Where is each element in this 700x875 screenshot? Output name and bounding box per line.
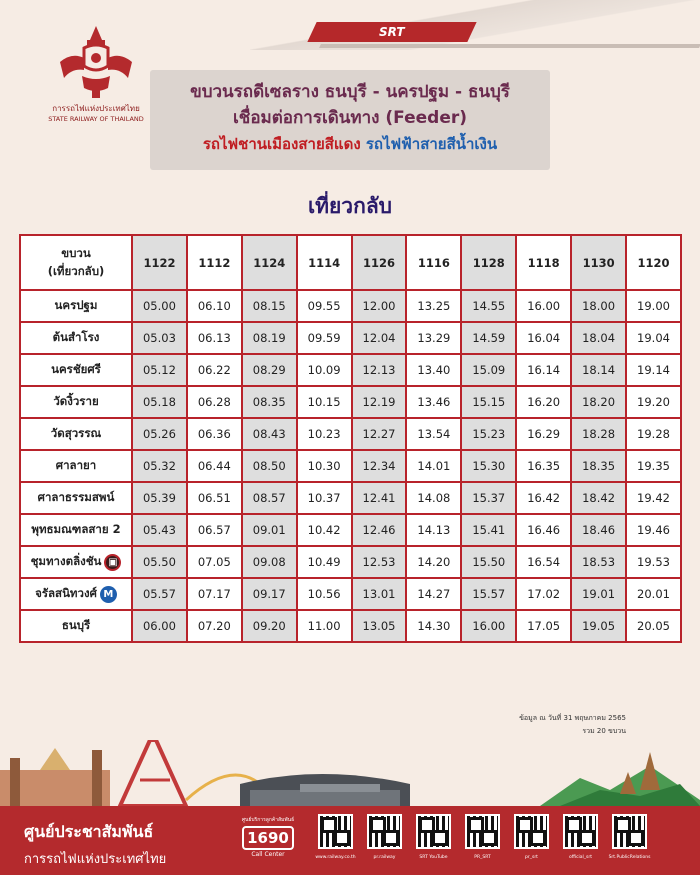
station-name-wrap — [24, 553, 128, 571]
time-cell: 14.01 — [406, 450, 461, 482]
time-cell: 16.04 — [516, 322, 571, 354]
time-cell: 08.43 — [242, 418, 297, 450]
station-name-wrap — [24, 521, 128, 539]
call-center-label: Call Center — [251, 851, 285, 858]
time-cell: 08.15 — [242, 290, 297, 322]
station-name-cell — [20, 610, 132, 642]
time-cell: 14.08 — [406, 482, 461, 514]
time-cell: 06.57 — [187, 514, 242, 546]
qr-code-item[interactable] — [608, 814, 651, 860]
time-cell: 06.28 — [187, 386, 242, 418]
time-cell: 16.46 — [516, 514, 571, 546]
time-cell: 15.09 — [461, 354, 516, 386]
time-cell: 13.29 — [406, 322, 461, 354]
qr-code-icon — [465, 814, 500, 849]
time-cell: 18.14 — [571, 354, 626, 386]
time-cell: 14.20 — [406, 546, 461, 578]
station-name-wrap — [24, 425, 128, 443]
time-cell: 12.46 — [352, 514, 407, 546]
time-cell: 10.30 — [297, 450, 352, 482]
time-cell: 12.13 — [352, 354, 407, 386]
time-cell: 17.02 — [516, 578, 571, 610]
time-cell: 05.39 — [132, 482, 187, 514]
time-cell: 08.19 — [242, 322, 297, 354]
qr-code-icon — [416, 814, 451, 849]
title-line-1: ขบวนรถดีเซลราง ธนบุรี - นครปฐม - ธนบุรี — [190, 82, 510, 102]
time-cell: 16.00 — [461, 610, 516, 642]
time-cell: 08.29 — [242, 354, 297, 386]
footer-org-name: การรถไฟแห่งประเทศไทย — [24, 852, 167, 867]
time-cell: 18.20 — [571, 386, 626, 418]
time-cell: 19.05 — [571, 610, 626, 642]
time-cell: 19.46 — [626, 514, 681, 546]
train-header-label-1: ขบวน — [61, 245, 91, 260]
station-name: จรัลสนิทวงศ์ — [35, 586, 97, 600]
train-number: 1118 — [516, 235, 571, 290]
time-cell: 07.17 — [187, 578, 242, 610]
time-cell: 13.01 — [352, 578, 407, 610]
qr-code-icon — [612, 814, 647, 849]
time-cell: 13.46 — [406, 386, 461, 418]
station-name-cell — [20, 322, 132, 354]
time-cell: 12.53 — [352, 546, 407, 578]
red-line-label: รถไฟชานเมืองสายสีแดง — [202, 135, 361, 153]
time-cell: 20.05 — [626, 610, 681, 642]
station-name-cell — [20, 450, 132, 482]
train-number: 1112 — [187, 235, 242, 290]
time-cell: 16.00 — [516, 290, 571, 322]
time-cell: 19.20 — [626, 386, 681, 418]
qr-code-icon — [514, 814, 549, 849]
time-cell: 18.04 — [571, 322, 626, 354]
qr-code-item[interactable] — [367, 814, 402, 860]
time-cell: 14.13 — [406, 514, 461, 546]
time-cell: 16.20 — [516, 386, 571, 418]
station-name: ศาลายา — [55, 458, 97, 472]
qr-code-icon — [563, 814, 598, 849]
time-cell: 16.29 — [516, 418, 571, 450]
time-cell: 10.42 — [297, 514, 352, 546]
station-name-cell — [20, 418, 132, 450]
org-name-en: STATE RAILWAY OF THAILAND — [48, 115, 144, 123]
station-name-wrap — [24, 489, 128, 507]
table-row — [20, 578, 681, 610]
qr-code-item[interactable] — [563, 814, 598, 860]
table-row — [20, 482, 681, 514]
org-name-th: การรถไฟแห่งประเทศไทย — [52, 104, 140, 113]
time-cell: 07.20 — [187, 610, 242, 642]
train-number: 1130 — [571, 235, 626, 290]
time-cell: 16.54 — [516, 546, 571, 578]
qr-code-item[interactable] — [315, 814, 356, 860]
srt-tag-text: SRT — [379, 25, 405, 39]
footer-center-title: ศูนย์ประชาสัมพันธ์ — [24, 822, 154, 841]
srt-logo — [42, 22, 150, 123]
time-cell: 06.44 — [187, 450, 242, 482]
red-line-train-icon: ▣ — [104, 554, 121, 571]
qr-code-row — [315, 814, 651, 860]
call-center-caption: ศูนย์บริการลูกค้าสัมพันธ์ — [241, 817, 295, 823]
time-cell: 05.43 — [132, 514, 187, 546]
call-center-number: 1690 — [242, 826, 294, 850]
table-row — [20, 450, 681, 482]
time-cell: 05.12 — [132, 354, 187, 386]
time-cell: 09.08 — [242, 546, 297, 578]
time-cell: 08.50 — [242, 450, 297, 482]
time-cell: 13.40 — [406, 354, 461, 386]
qr-code-label: PR_SRT — [474, 855, 491, 860]
time-cell: 09.59 — [297, 322, 352, 354]
time-cell: 14.55 — [461, 290, 516, 322]
time-cell: 18.35 — [571, 450, 626, 482]
time-cell: 19.28 — [626, 418, 681, 450]
station-name: ศาลาธรรมสพน์ — [37, 490, 115, 504]
time-cell: 18.28 — [571, 418, 626, 450]
time-cell: 07.05 — [187, 546, 242, 578]
blue-line-label: รถไฟฟ้าสายสีน้ำเงิน — [365, 135, 498, 153]
time-cell: 17.05 — [516, 610, 571, 642]
qr-code-label: Srt.PublicRelations — [608, 855, 651, 860]
timetable — [19, 234, 682, 643]
time-cell: 18.46 — [571, 514, 626, 546]
table-row — [20, 546, 681, 578]
time-cell: 05.18 — [132, 386, 187, 418]
time-cell: 06.51 — [187, 482, 242, 514]
time-cell: 09.17 — [242, 578, 297, 610]
data-date: ข้อมูล ณ วันที่ 31 พฤษภาคม 2565 — [519, 714, 626, 722]
time-cell: 10.09 — [297, 354, 352, 386]
time-cell: 14.27 — [406, 578, 461, 610]
station-name: พุทธมณฑลสาย 2 — [31, 522, 121, 536]
time-cell: 19.42 — [626, 482, 681, 514]
time-cell: 19.00 — [626, 290, 681, 322]
qr-code-icon — [318, 814, 353, 849]
table-row — [20, 386, 681, 418]
time-cell: 15.57 — [461, 578, 516, 610]
station-name-cell — [20, 386, 132, 418]
station-name: ชุมทางตลิ่งชัน — [30, 554, 102, 568]
time-cell: 16.42 — [516, 482, 571, 514]
time-cell: 15.23 — [461, 418, 516, 450]
time-cell: 18.42 — [571, 482, 626, 514]
train-number: 1122 — [132, 235, 187, 290]
station-name-wrap — [24, 361, 128, 379]
time-cell: 10.56 — [297, 578, 352, 610]
time-cell: 05.03 — [132, 322, 187, 354]
station-name-wrap — [24, 617, 128, 635]
qr-code-label: SRT YouTube — [419, 855, 448, 860]
train-number: 1114 — [297, 235, 352, 290]
srt-tag — [307, 22, 476, 42]
train-header-label — [20, 235, 132, 290]
station-name-wrap — [24, 393, 128, 411]
time-cell: 06.00 — [132, 610, 187, 642]
time-cell: 08.57 — [242, 482, 297, 514]
time-cell: 16.14 — [516, 354, 571, 386]
train-number: 1126 — [352, 235, 407, 290]
qr-code-label: pr.railway — [373, 855, 396, 860]
mrt-blue-line-icon: M — [100, 586, 117, 603]
station-name: นครชัยศรี — [51, 362, 101, 376]
qr-code-label: official_srt — [568, 855, 593, 860]
qr-code-item[interactable] — [465, 814, 500, 860]
station-name-cell — [20, 482, 132, 514]
time-cell: 10.15 — [297, 386, 352, 418]
time-cell: 05.26 — [132, 418, 187, 450]
title-line-3 — [150, 131, 550, 157]
qr-code-icon — [367, 814, 402, 849]
time-cell: 09.20 — [242, 610, 297, 642]
time-cell: 14.30 — [406, 610, 461, 642]
table-row — [20, 610, 681, 642]
time-cell: 19.04 — [626, 322, 681, 354]
qr-code-item[interactable] — [416, 814, 451, 860]
qr-code-item[interactable] — [514, 814, 549, 860]
header-stripe — [319, 44, 700, 48]
title-line-2: เชื่อมต่อการเดินทาง (Feeder) — [232, 108, 468, 128]
qr-code-label: www.railway.co.th — [315, 855, 356, 860]
time-cell: 13.54 — [406, 418, 461, 450]
time-cell: 20.01 — [626, 578, 681, 610]
title-box — [150, 70, 550, 170]
time-cell: 12.04 — [352, 322, 407, 354]
station-name-wrap — [24, 329, 128, 347]
table-row — [20, 354, 681, 386]
time-cell: 05.50 — [132, 546, 187, 578]
data-note — [519, 712, 626, 738]
time-cell: 18.53 — [571, 546, 626, 578]
train-count: รวม 20 ขบวน — [582, 727, 626, 735]
time-cell: 06.22 — [187, 354, 242, 386]
time-cell: 19.53 — [626, 546, 681, 578]
time-cell: 18.00 — [571, 290, 626, 322]
time-cell: 15.30 — [461, 450, 516, 482]
time-cell: 09.55 — [297, 290, 352, 322]
station-name-wrap — [24, 297, 128, 315]
time-cell: 06.13 — [187, 322, 242, 354]
time-cell: 15.37 — [461, 482, 516, 514]
time-cell: 19.01 — [571, 578, 626, 610]
time-cell: 12.19 — [352, 386, 407, 418]
time-cell: 05.57 — [132, 578, 187, 610]
station-name: วัดสุวรรณ — [50, 426, 102, 440]
time-cell: 13.05 — [352, 610, 407, 642]
srt-emblem-icon — [56, 22, 136, 100]
table-row — [20, 290, 681, 322]
time-cell: 06.36 — [187, 418, 242, 450]
time-cell: 05.00 — [132, 290, 187, 322]
time-cell: 19.14 — [626, 354, 681, 386]
station-name-wrap — [24, 457, 128, 475]
time-cell: 08.35 — [242, 386, 297, 418]
station-name-cell — [20, 354, 132, 386]
time-cell: 13.25 — [406, 290, 461, 322]
time-cell: 10.37 — [297, 482, 352, 514]
time-cell: 09.01 — [242, 514, 297, 546]
station-name-wrap — [24, 585, 128, 603]
station-name-cell — [20, 514, 132, 546]
timetable-body — [20, 290, 681, 642]
station-name: ต้นสำโรง — [52, 330, 100, 344]
time-cell: 12.27 — [352, 418, 407, 450]
train-number: 1128 — [461, 235, 516, 290]
footer — [0, 806, 700, 875]
station-name-cell — [20, 290, 132, 322]
time-cell: 10.23 — [297, 418, 352, 450]
table-row — [20, 322, 681, 354]
time-cell: 10.49 — [297, 546, 352, 578]
time-cell: 12.41 — [352, 482, 407, 514]
skyline-illustration — [0, 740, 700, 806]
train-number: 1120 — [626, 235, 681, 290]
station-name: ธนบุรี — [61, 618, 91, 632]
time-cell: 15.15 — [461, 386, 516, 418]
table-row — [20, 514, 681, 546]
station-name-cell — [20, 578, 132, 610]
station-name: นครปฐม — [54, 298, 98, 312]
station-name: วัดงิ้วราย — [53, 394, 99, 408]
time-cell: 12.00 — [352, 290, 407, 322]
time-cell: 14.59 — [461, 322, 516, 354]
time-cell: 11.00 — [297, 610, 352, 642]
time-cell: 06.10 — [187, 290, 242, 322]
time-cell: 16.35 — [516, 450, 571, 482]
time-cell: 05.32 — [132, 450, 187, 482]
train-number: 1116 — [406, 235, 461, 290]
time-cell: 12.34 — [352, 450, 407, 482]
qr-code-label: pr_srt — [525, 855, 538, 860]
train-header-label-2: (เที่ยวกลับ) — [47, 263, 105, 278]
time-cell: 15.41 — [461, 514, 516, 546]
section-title: เที่ยวกลับ — [307, 194, 393, 218]
timetable-header-row — [20, 235, 681, 290]
call-center[interactable] — [238, 816, 298, 858]
time-cell: 15.50 — [461, 546, 516, 578]
train-number: 1124 — [242, 235, 297, 290]
station-name-cell — [20, 546, 132, 578]
table-row — [20, 418, 681, 450]
time-cell: 19.35 — [626, 450, 681, 482]
